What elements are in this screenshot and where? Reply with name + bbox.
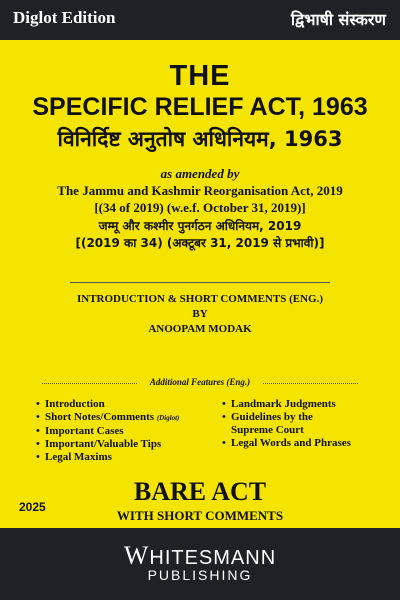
amendment-citation: [(34 of 2019) (w.e.f. October 31, 2019)] bbox=[94, 200, 306, 215]
feature-item bbox=[36, 411, 179, 425]
intro-line: INTRODUCTION & SHORT COMMENTS (ENG.) bbox=[76, 293, 323, 305]
publisher-logo-initial: W bbox=[123, 541, 150, 570]
author-name: ANOOPAM MODAK bbox=[148, 323, 252, 335]
by-label: BY bbox=[192, 308, 208, 320]
title-line-2: SPECIFIC RELIEF ACT, 1963 bbox=[32, 93, 368, 121]
features-right-column bbox=[222, 398, 351, 450]
feature-label: Introduction bbox=[45, 398, 105, 410]
cover-body bbox=[0, 40, 400, 528]
feature-label: Landmark Judgments bbox=[231, 398, 336, 410]
feature-note: (Diglot) bbox=[156, 414, 180, 422]
feature-label: Legal Maxims bbox=[45, 451, 112, 463]
feature-item bbox=[36, 438, 179, 451]
feature-item bbox=[222, 398, 351, 411]
amendment-citation-hindi: [(2019 का 34) (अक्टूबर 31, 2019 से प्रभावी)] bbox=[75, 236, 325, 250]
feature-label: Important/Valuable Tips bbox=[45, 438, 162, 450]
feature-item bbox=[222, 411, 351, 424]
product-title: BARE ACT bbox=[133, 477, 267, 506]
edition-year: 2025 bbox=[19, 500, 46, 514]
title-hindi: विनिर्दिष्ट अनुतोष अधिनियम, 1963 bbox=[57, 127, 343, 151]
edition-hindi: द्विभाषी संस्करण bbox=[290, 10, 386, 29]
dotted-rule-right bbox=[263, 383, 358, 384]
feature-label: Legal Words and Phrases bbox=[231, 437, 351, 449]
feature-item bbox=[36, 398, 179, 411]
features-left-column bbox=[36, 398, 179, 464]
feature-item bbox=[222, 437, 351, 450]
feature-item bbox=[36, 425, 179, 438]
amended-by: as amended by bbox=[160, 166, 240, 181]
edition-english: Diglot Edition bbox=[13, 8, 116, 27]
title-line-1: THE bbox=[169, 60, 231, 92]
feature-item-continued bbox=[222, 424, 351, 437]
feature-item bbox=[36, 451, 179, 464]
amendment-act: The Jammu and Kashmir Reorganisation Act, 2019 bbox=[57, 183, 343, 198]
feature-label: Guidelines by the bbox=[231, 411, 313, 423]
feature-label: Short Notes/Comments bbox=[45, 411, 155, 423]
features-label: Additional Features (Eng.) bbox=[149, 377, 251, 387]
publisher-band bbox=[0, 528, 400, 600]
publisher-logo-name: HITESMANN bbox=[149, 547, 277, 569]
divider bbox=[70, 282, 330, 283]
amendment-act-hindi: जम्मू और कश्मीर पुनर्गठन अधिनियम, 2019 bbox=[98, 219, 302, 233]
publisher-logo-subtitle: PUBLISHING bbox=[147, 567, 253, 583]
feature-label: Supreme Court bbox=[231, 424, 304, 436]
product-subtitle: WITH SHORT COMMENTS bbox=[116, 508, 284, 523]
feature-label: Important Cases bbox=[45, 425, 124, 437]
top-band bbox=[0, 0, 400, 40]
